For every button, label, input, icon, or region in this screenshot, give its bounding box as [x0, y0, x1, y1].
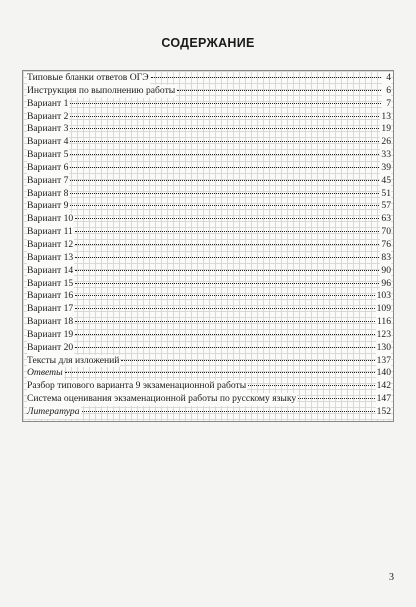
toc-leader-dots	[121, 360, 374, 361]
toc-entry-page: 76	[381, 238, 391, 250]
toc-entry-label: Вариант 11	[27, 226, 73, 238]
toc-leader-dots	[75, 257, 379, 258]
toc-entry-page: 140	[376, 367, 391, 379]
toc-entry-page: 33	[381, 149, 391, 161]
toc-entry	[23, 123, 393, 136]
toc-leader-dots	[70, 180, 379, 181]
toc-entry-label: Вариант 6	[27, 161, 69, 173]
toc-entry	[23, 290, 393, 303]
toc-entry	[23, 149, 393, 162]
toc-entry-page: 109	[376, 303, 391, 315]
toc-entry	[23, 136, 393, 149]
toc-entry-page: 90	[381, 264, 391, 276]
toc-leader-dots	[75, 295, 374, 296]
toc-leader-dots	[75, 334, 374, 335]
toc-entry	[23, 162, 393, 175]
toc-leader-dots	[177, 90, 381, 91]
toc-entry-label: Вариант 1	[27, 97, 69, 109]
toc-entry	[23, 316, 393, 329]
toc-leader-dots	[75, 283, 379, 284]
toc-entry-page: 103	[376, 290, 391, 302]
toc-leader-dots	[70, 167, 379, 168]
toc-leader-dots	[75, 321, 375, 322]
toc-leader-dots	[65, 372, 375, 373]
toc-entry-page: 26	[381, 136, 391, 148]
toc-entry-label: Литература	[27, 405, 80, 417]
table-of-contents	[22, 70, 394, 422]
toc-leader-dots	[75, 347, 374, 348]
toc-leader-dots	[70, 205, 379, 206]
toc-leader-dots	[75, 218, 379, 219]
toc-entry-page: 83	[381, 251, 391, 263]
toc-leader-dots	[248, 385, 374, 386]
toc-entry-page: 19	[381, 123, 391, 135]
toc-leader-dots	[151, 77, 381, 78]
toc-entry-label: Типовые бланки ответов ОГЭ	[27, 72, 149, 83]
toc-entry-page: 137	[376, 354, 391, 366]
toc-entry-label: Разбор типового варианта 9 экзаменационной работы	[27, 380, 247, 392]
toc-entry-label: Вариант 18	[27, 316, 74, 328]
toc-entry	[23, 213, 393, 226]
toc-entry	[23, 226, 393, 239]
toc-entry-page: 6	[382, 85, 391, 98]
toc-entry-page: 51	[381, 187, 391, 199]
toc-entry	[23, 252, 393, 265]
toc-entry-page: 63	[381, 213, 391, 225]
toc-entry	[23, 380, 393, 393]
toc-leader-dots	[70, 154, 379, 155]
toc-leader-dots	[70, 141, 379, 142]
toc-entry	[23, 355, 393, 368]
toc-entry-page: 39	[381, 161, 391, 173]
toc-entry-page: 152	[376, 405, 391, 417]
toc-leader-dots	[75, 308, 374, 309]
toc-entry-label: Система оценивания экзаменационной работы по русскому языку	[27, 393, 297, 405]
toc-entry-label: Вариант 8	[27, 187, 69, 199]
toc-entry-label: Вариант 13	[27, 251, 74, 263]
toc-entry	[23, 265, 393, 278]
toc-leader-dots	[75, 270, 379, 271]
toc-entry	[23, 367, 393, 380]
toc-entry-label: Вариант 4	[27, 136, 69, 148]
toc-entry	[23, 85, 393, 98]
toc-leader-dots	[75, 231, 380, 232]
toc-entry-label: Вариант 15	[27, 277, 74, 289]
toc-entry-label: Вариант 16	[27, 290, 74, 302]
toc-entry-page: 142	[376, 380, 391, 392]
toc-entry	[23, 188, 393, 201]
toc-entry	[23, 111, 393, 124]
toc-entry-page: 4	[382, 72, 391, 85]
toc-entry-page: 13	[381, 110, 391, 122]
toc-entry-label: Вариант 12	[27, 238, 74, 250]
toc-leader-dots	[70, 128, 379, 129]
toc-leader-dots	[75, 244, 379, 245]
toc-entry-label: Вариант 2	[27, 110, 69, 122]
toc-leader-dots	[70, 103, 381, 104]
toc-entry-label: Инструкция по выполнению работы	[27, 84, 176, 96]
toc-entry	[23, 342, 393, 355]
toc-entry	[23, 200, 393, 213]
toc-entry-label: Вариант 19	[27, 328, 74, 340]
toc-entry-page: 70	[381, 226, 391, 238]
page-title: СОДЕРЖАНИЕ	[161, 36, 255, 50]
toc-entry-label: Вариант 9	[27, 200, 69, 212]
toc-entry-page: 96	[381, 277, 391, 289]
toc-entry	[23, 239, 393, 252]
toc-leader-dots	[70, 116, 379, 117]
toc-entry-label: Ответы	[27, 367, 63, 379]
toc-entry-page: 147	[376, 393, 391, 405]
toc-entry-label: Вариант 7	[27, 174, 69, 186]
toc-entry-label: Вариант 5	[27, 149, 69, 161]
toc-entry	[23, 98, 393, 111]
toc-entry-label: Вариант 10	[27, 213, 74, 225]
toc-entry-label: Вариант 3	[27, 123, 69, 135]
toc-entry-page: 123	[376, 328, 391, 340]
toc-entry	[23, 329, 393, 342]
toc-leader-dots	[298, 398, 374, 399]
toc-entry-page: 116	[376, 316, 391, 328]
toc-entry-label: Вариант 17	[27, 303, 74, 315]
toc-entry	[23, 175, 393, 188]
toc-entry-page: 57	[381, 200, 391, 212]
toc-leader-dots	[82, 411, 375, 412]
toc-entry	[23, 303, 393, 316]
toc-entry-label: Вариант 14	[27, 264, 74, 276]
toc-entry-page: 7	[382, 98, 391, 111]
toc-leader-dots	[70, 193, 379, 194]
toc-entry-page: 130	[376, 341, 391, 353]
toc-entry	[23, 72, 393, 85]
toc-entry	[23, 406, 393, 419]
toc-entry-label: Вариант 20	[27, 341, 74, 353]
toc-entry-page: 45	[381, 174, 391, 186]
toc-entry	[23, 278, 393, 291]
toc-entry-label: Тексты для изложений	[27, 354, 120, 366]
page-number: 3	[389, 572, 394, 583]
toc-entry	[23, 393, 393, 406]
